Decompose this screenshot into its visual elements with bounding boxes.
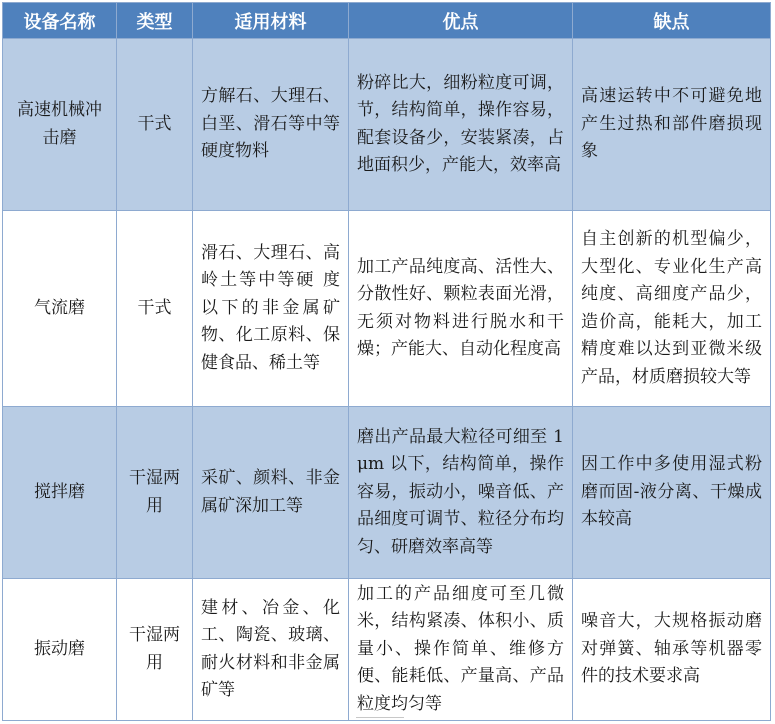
cell-cons: 噪音大，大规格振动磨对弹簧、轴承等机器零件的技术要求高 — [573, 579, 771, 721]
cell-type: 干湿两用 — [117, 579, 193, 721]
table-row — [3, 211, 771, 407]
cell-pros: 加工的产品细度可至几微米，结构紧凑、体积小、质量小、操作简单、维修方便、能耗低、产量高、产品粒度均匀等 — [349, 579, 573, 721]
divider — [356, 717, 404, 721]
header-pros: 优点 — [349, 3, 573, 39]
cell-equipment-name: 振动磨 — [3, 579, 117, 721]
header-equipment-name: 设备名称 — [3, 3, 117, 39]
cell-equipment-name: 高速机械冲击磨 — [3, 39, 117, 211]
cell-equipment-name: 搅拌磨 — [3, 407, 117, 579]
header-materials: 适用材料 — [193, 3, 349, 39]
equipment-comparison-table — [2, 2, 771, 721]
cell-type: 干式 — [117, 211, 193, 407]
cell-materials: 建材、冶金、化工、陶瓷、玻璃、耐火材料和非金属矿等 — [193, 579, 349, 721]
table-row — [3, 407, 771, 579]
table-header-row — [3, 3, 771, 39]
cell-cons: 因工作中多使用湿式粉磨而固-液分离、干燥成本较高 — [573, 407, 771, 579]
cell-cons: 高速运转中不可避免地产生过热和部件磨损现象 — [573, 39, 771, 211]
header-type: 类型 — [117, 3, 193, 39]
cell-equipment-name: 气流磨 — [3, 211, 117, 407]
cell-pros: 粉碎比大，细粉粒度可调，节，结构简单，操作容易，配套设备少，安装紧凑，占地面积少，产能大，效率高 — [349, 39, 573, 211]
cell-materials: 采矿、颜料、非金属矿深加工等 — [193, 407, 349, 579]
cell-type: 干式 — [117, 39, 193, 211]
header-cons: 缺点 — [573, 3, 771, 39]
cell-materials: 方解石、大理石、白垩、滑石等中等硬度物料 — [193, 39, 349, 211]
table-row — [3, 39, 771, 211]
cell-pros: 磨出产品最大粒径可细至 1 μm 以下，结构简单，操作容易，振动小，噪音低、产品细度可调节、粒径分布均匀、研磨效率高等 — [349, 407, 573, 579]
table-row — [3, 579, 771, 721]
cell-pros: 加工产品纯度高、活性大、分散性好、颗粒表面光滑，无须对物料进行脱水和干燥；产能大、自动化程度高 — [349, 211, 573, 407]
cell-materials: 滑石、大理石、高岭土等中等硬 度以下的非金属矿物、化工原料、保健食品、稀土等 — [193, 211, 349, 407]
cell-cons: 自主创新的机型偏少，大型化、专业化生产高纯度、高细度产品少，造价高，能耗大，加工精度难以达到亚微米级产品，材质磨损较大等 — [573, 211, 771, 407]
cell-type: 干湿两用 — [117, 407, 193, 579]
